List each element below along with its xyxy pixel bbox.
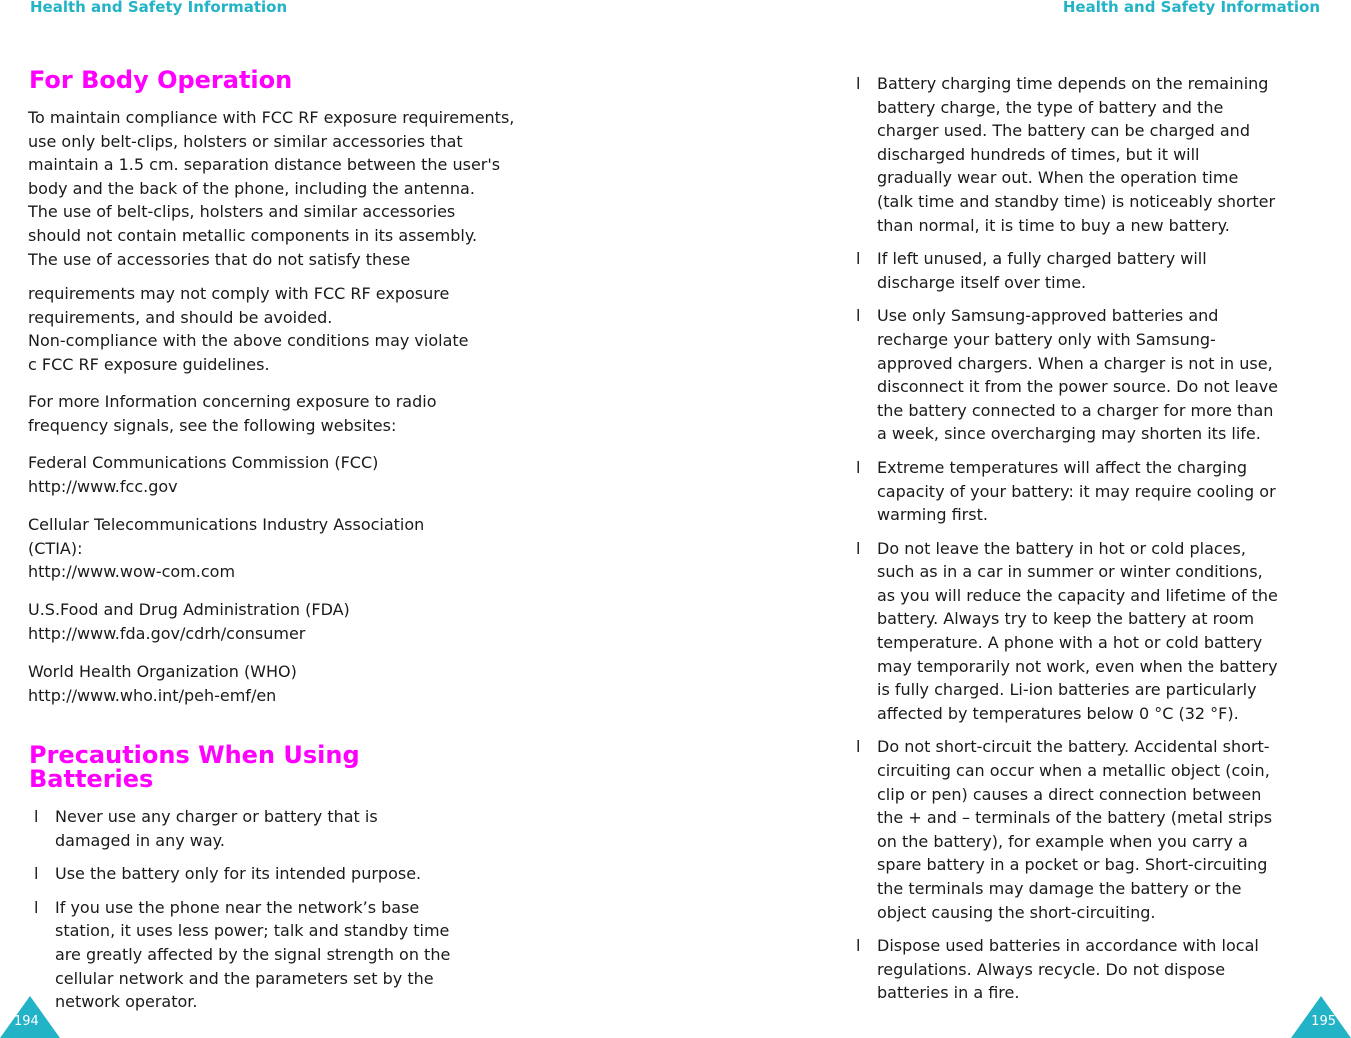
heading-batteries-line2: Batteries bbox=[29, 765, 154, 793]
para-fcc-requirements: requirements may not comply with FCC RF exposure requirements, and should be avoided. Non-compliance with the above conditions may violate c FCC RF exposure guidelines. bbox=[28, 284, 469, 374]
bullet-icon: l bbox=[856, 306, 861, 326]
resource-who: World Health Organization (WHO) http://www.who.int/peh-emf/en bbox=[28, 662, 297, 705]
bullet-icon: l bbox=[856, 538, 861, 558]
list-item bbox=[856, 247, 1336, 294]
bullet-icon: l bbox=[34, 864, 39, 884]
heading-batteries-line1: Precautions When Using bbox=[29, 741, 360, 769]
list-item bbox=[856, 72, 1336, 237]
page-number-right: 195 bbox=[1311, 1014, 1336, 1029]
list-item bbox=[856, 735, 1336, 924]
list-item-text: Battery charging time depends on the remaining battery charge, the type of battery and the charger used. The battery can be charged and discharged hundreds of times, but it will gradually wear out. When the operation time (talk time and standby time) is noticeably shorter than normal, it is time to buy a new battery. bbox=[877, 74, 1276, 235]
list-item bbox=[34, 896, 534, 1014]
list-item-text: Use only Samsung-approved batteries and recharge your battery only with Samsung- approved chargers. When a charger is not in use, disconnect it from the power source. Do not leave the battery connected to a charger for more than a week, since overcharging may shorten its life. bbox=[877, 306, 1279, 444]
bullet-icon: l bbox=[34, 807, 39, 826]
bullet-icon: l bbox=[34, 897, 39, 917]
heading-batteries bbox=[29, 743, 360, 791]
resource-fda: U.S.Food and Drug Administration (FDA) http://www.fda.gov/cdrh/consumer bbox=[28, 600, 350, 643]
list-item-text: Dispose used batteries in accordance with local regulations. Always recycle. Do not dispose batteries in a fire. bbox=[877, 936, 1259, 1003]
list-item bbox=[856, 456, 1336, 527]
list-item bbox=[856, 537, 1336, 726]
list-item bbox=[856, 304, 1336, 446]
para-more-info: For more Information concerning exposure to radio frequency signals, see the following websites: bbox=[28, 392, 437, 435]
right-page bbox=[676, 0, 1351, 1038]
resource-ctia: Cellular Telecommunications Industry Association (CTIA): http://www.wow-com.com bbox=[28, 515, 425, 582]
bullet-icon: l bbox=[856, 74, 861, 93]
left-page bbox=[0, 0, 675, 1038]
list-item bbox=[34, 805, 534, 852]
page-tab-left bbox=[0, 990, 60, 1038]
list-item-text: If you use the phone near the network’s base station, it uses less power; talk and standby time are greatly affected by the signal strength on the cellular network and the parameters set by the network operator. bbox=[55, 897, 451, 1012]
list-item-text: Extreme temperatures will affect the charging capacity of your battery: it may require cooling or warming first. bbox=[877, 457, 1276, 525]
bullet-icon: l bbox=[856, 249, 861, 269]
running-head-left: Health and Safety Information bbox=[30, 0, 288, 16]
bullet-icon: l bbox=[856, 737, 861, 757]
list-item-text: Do not short-circuit the battery. Accidental short- circuiting can occur when a metallic object (coin, clip or pen) causes a direct connection between the + and – terminals of the battery (metal strips on the battery), for example when you carry a spare battery in a pocket or bag. Short-circuiting the terminals may damage the battery or the object causing the short-circuiting. bbox=[877, 737, 1273, 922]
list-item-text: Never use any charger or battery that is damaged in any way. bbox=[55, 807, 378, 850]
list-item-text: Do not leave the battery in hot or cold places, such as in a car in summer or winter conditions, as you will reduce the capacity and lifetime of the battery. Always try to keep the battery at room temperature. A phone with a hot or cold battery may temporarily not work, even when the battery is fully charged. Li-ion batteries are particularly affected by temperatures below 0 °C (32 °F). bbox=[877, 538, 1278, 723]
battery-precautions-list-left bbox=[34, 805, 534, 1024]
running-head-right: Health and Safety Information bbox=[1062, 0, 1320, 16]
battery-precautions-list-right bbox=[856, 72, 1336, 1015]
list-item-text: Use the battery only for its intended purpose. bbox=[55, 864, 422, 884]
para-fcc-compliance: To maintain compliance with FCC RF exposure requirements, use only belt-clips, holsters or similar accessories that maintain a 1.5 cm. separation distance between the user's body and the back of the phone, including the antenna. The use of belt-clips, holsters and similar accessories should not contain metallic components in its assembly. The use of accessories that do not satisfy these bbox=[28, 108, 515, 269]
page-tab-right bbox=[1291, 990, 1351, 1038]
page-number-left: 194 bbox=[14, 1014, 39, 1029]
list-item-text: If left unused, a fully charged battery will discharge itself over time. bbox=[877, 249, 1207, 292]
list-item bbox=[34, 862, 534, 886]
resource-fcc: Federal Communications Commission (FCC) http://www.fcc.gov bbox=[28, 453, 379, 496]
list-item bbox=[856, 934, 1336, 1005]
bullet-icon: l bbox=[856, 936, 861, 956]
bullet-icon: l bbox=[856, 457, 861, 477]
heading-body-operation: For Body Operation bbox=[29, 66, 293, 94]
